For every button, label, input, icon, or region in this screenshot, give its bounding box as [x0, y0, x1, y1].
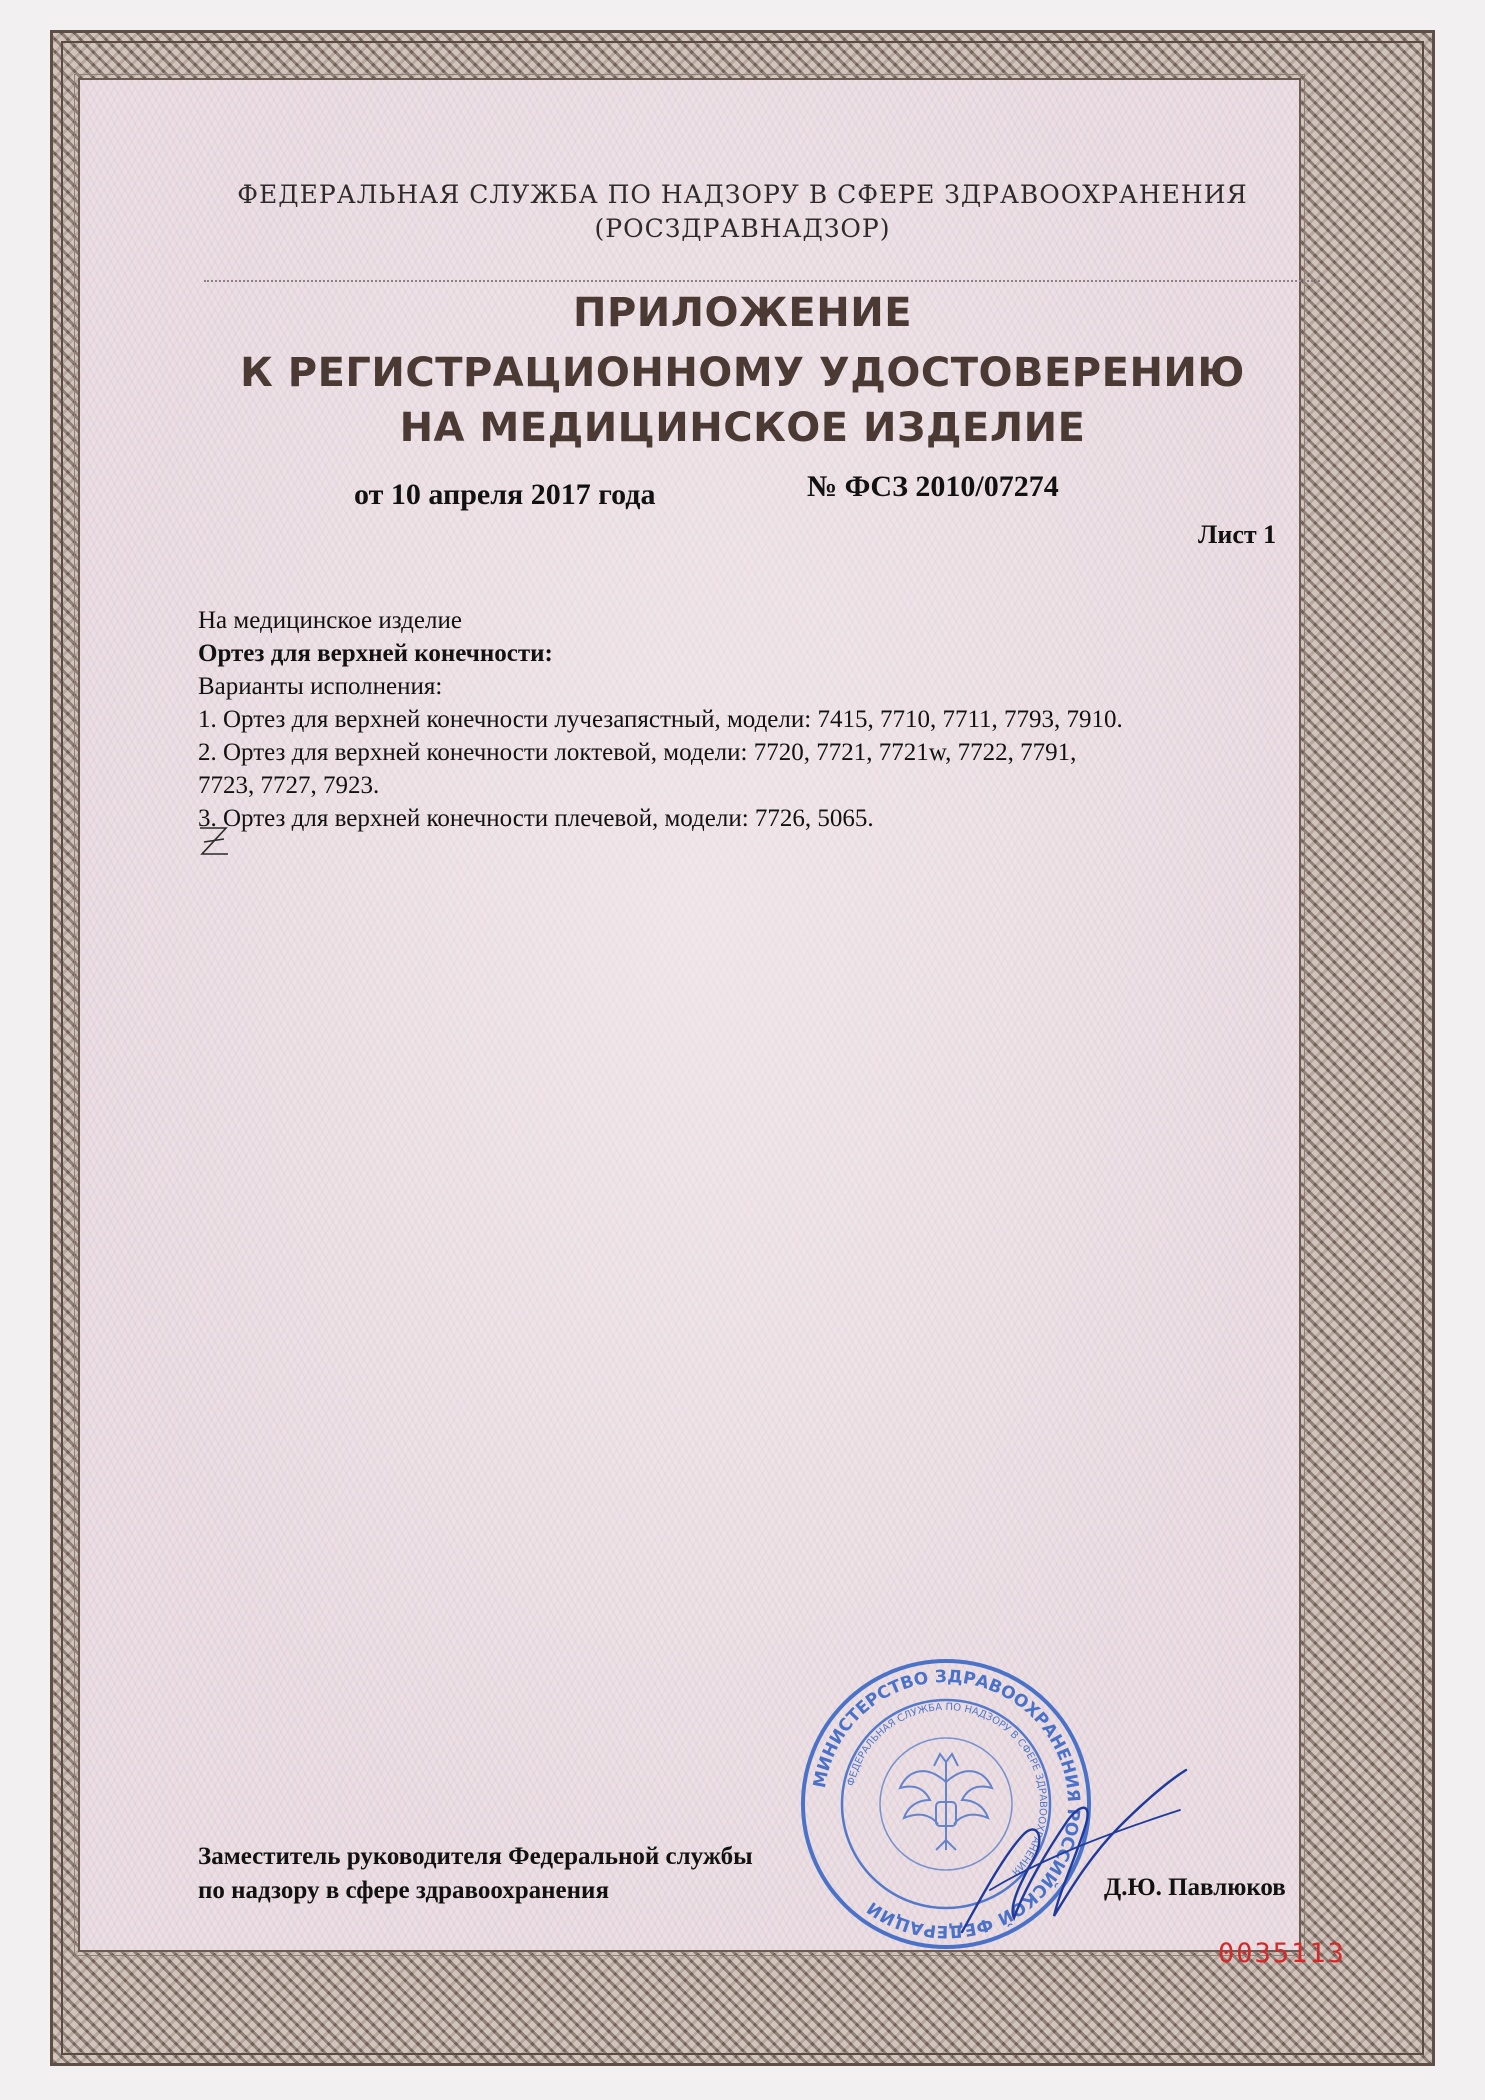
agency-abbreviation: (РОСЗДРАВНАДЗОР) [594, 214, 891, 243]
certificate-number: № ФСЗ 2010/07274 [807, 470, 1059, 503]
handwritten-z-mark [196, 820, 236, 864]
document-subtitle-1: К РЕГИСТРАЦИОННОМУ УДОСТОВЕРЕНИЮ [240, 350, 1245, 396]
signer-position [198, 1840, 753, 1908]
signer-position-line-2: по надзору в сфере здравоохранения [198, 1877, 609, 1904]
handwritten-signature [950, 1740, 1200, 1940]
variant-item-3: 3. Ортез для верхней конечности плечевой, модели: 7726, 5065. [198, 805, 874, 832]
svg-text:МИНИСТЕРСТВО ЗДРАВООХРАНЕНИЯ Р: МИНИСТЕРСТВО ЗДРАВООХРАНЕНИЯ РОССИЙСКОЙ ФЕДЕРАЦИИ [809, 1666, 1084, 1942]
sheet-number: Лист 1 [1198, 520, 1277, 549]
document-body [198, 604, 1328, 835]
agency-name: ФЕДЕРАЛЬНАЯ СЛУЖБА ПО НАДЗОРУ В СФЕРЕ ЗДРАВООХРАНЕНИЯ [237, 180, 1248, 209]
signer-position-line-1: Заместитель руководителя Федеральной службы [198, 1843, 753, 1870]
document-title: ПРИЛОЖЕНИЕ [572, 290, 913, 336]
intro-text: На медицинское изделие [198, 607, 462, 634]
variants-heading: Варианты исполнения: [198, 673, 443, 700]
svg-text:ФЕДЕРАЛЬНАЯ СЛУЖБА ПО НАДЗОРУ: ФЕДЕРАЛЬНАЯ СЛУЖБА ПО НАДЗОРУ В СФЕРЕ ЗДРАВООХРАНЕНИЯ [845, 1701, 1049, 1878]
variant-item-1: 1. Ортез для верхней конечности лучезапястный, модели: 7415, 7710, 7711, 7793, 7910. [198, 706, 1123, 733]
issue-date: от 10 апреля 2017 года [354, 478, 656, 511]
variant-item-2-continued: 7723, 7727, 7923. [198, 772, 380, 799]
product-name: Ортез для верхней конечности: [198, 640, 553, 667]
signer-name: Д.Ю. Павлюков [1104, 1874, 1286, 1901]
header-divider [204, 280, 1320, 282]
document-subtitle-2: НА МЕДИЦИНСКОЕ ИЗДЕЛИЕ [399, 405, 1086, 451]
variant-item-2: 2. Ортез для верхней конечности локтевой, модели: 7720, 7721, 7721w, 7722, 7791, [198, 739, 1077, 766]
blank-serial-number: 0035113 [1218, 1938, 1346, 1969]
